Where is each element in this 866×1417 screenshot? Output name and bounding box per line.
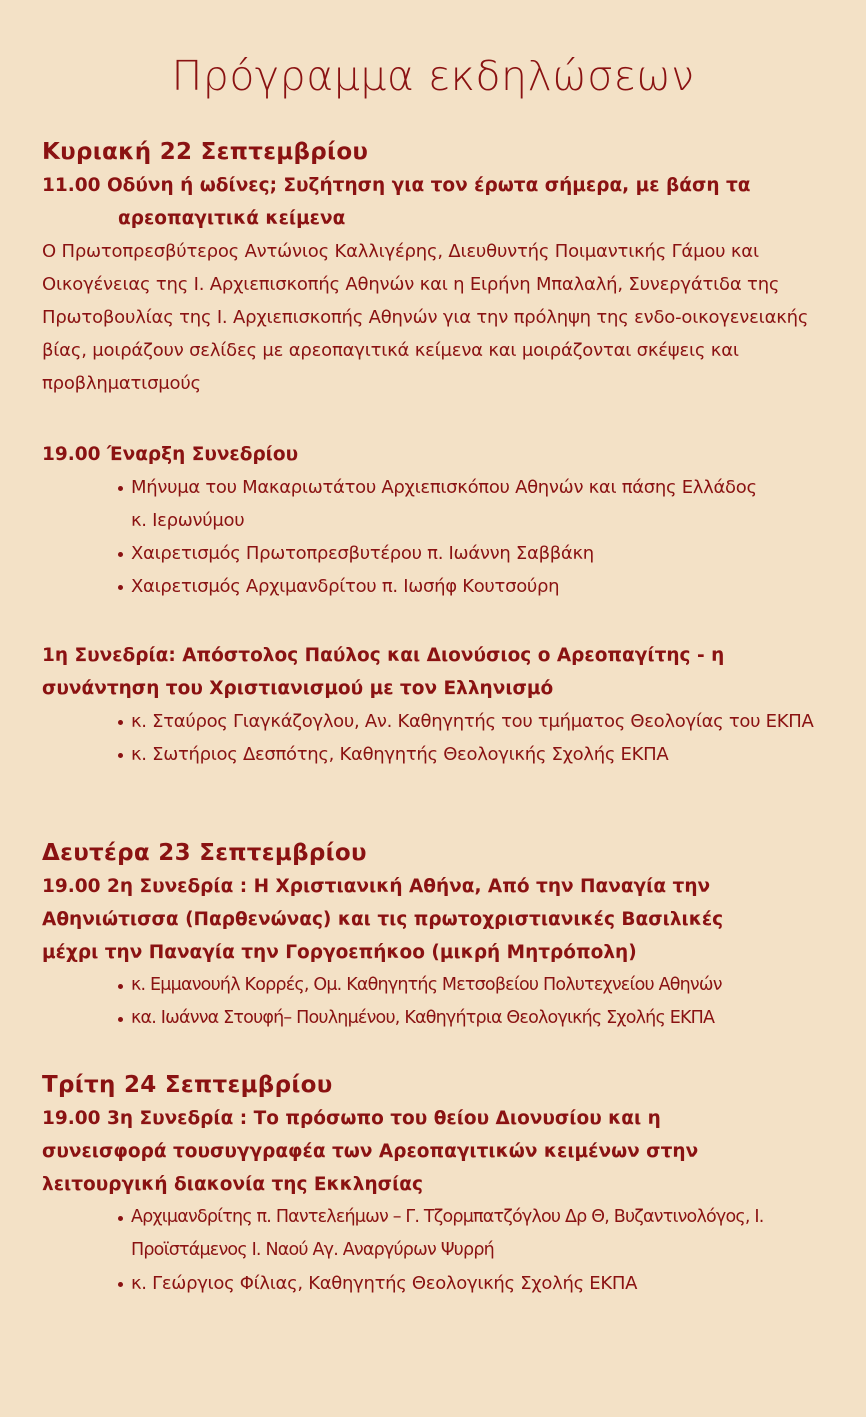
list-item: Χαιρετισμός Πρωτοπρεσβυτέρου π. Ιωάννη Σαββάκη [118,537,768,570]
event-title: 19.00 Έναρξη Συνεδρίου [42,444,299,465]
page-title: Πρόγραμμα εκδηλώσεων [171,52,695,100]
list-item: κ. Σωτήριος Δεσπότης, Καθηγητής Θεολογικής Σχολής ΕΚΠΑ [118,738,838,771]
speaker-list [42,471,768,603]
list-item: Αρχιμανδρίτης π. Παντελεήμων – Γ. Τζορμπατζόγλου Δρ Θ, Βυζαντινολόγος, Ι. Προϊστάμενος Ι. Ναού Αγ. Αναργύρων Ψυρρή [118,1201,818,1267]
day-heading: Δευτέρα 23 Σεπτεμβρίου [42,840,367,866]
day-heading: Κυριακή 22 Σεπτεμβρίου [42,139,369,165]
day-heading: Τρίτη 24 Σεπτεμβρίου [42,1072,333,1098]
event-description: Ο Πρωτοπρεσβύτερος Αντώνιος Καλλιγέρης, Διευθυντής Ποιμαντικής Γάμου και Οικογένειας της Ι. Αρχιεπισκοπής Αθηνών και η Ειρήνη Μπαλαλή, Συνεργάτιδα της Πρωτοβουλίας της Ι. Αρχιεπισκοπής Αθηνών για την πρόληψη της ενδο-οικογενειακής βίας, μοιράζουν σελίδες με αρεοπαγιτικά κείμενα και μοιράζονται σκέψεις και προβληματισμούς [42,241,809,394]
day-tuesday [42,1070,846,1300]
speaker-list [42,1201,818,1300]
event-session-1 [42,639,846,771]
list-item: κ. Εμμανουήλ Κορρές, Ομ. Καθηγητής Μετσοβείου Πολυτεχνείου Αθηνών [118,969,866,1002]
list-item: κ. Σταύρος Γιαγκάζογλου, Αν. Καθηγητής του τμήματος Θεολογίας του ΕΚΠΑ [118,705,838,738]
event-title: 19.00 2η Συνεδρία : Η Χριστιανική Αθήνα, Από την Παναγία την Αθηνιώτισσα (Παρθενώνας) και τις πρωτοχριστιανικές Βασιλικές μέχρι την Παναγία την Γοργοεπήκοο (μικρή Μητρόπολη) [42,876,724,963]
event-title [42,169,846,235]
event-title-line2: αρεοπαγιτικά κείμενα [118,208,346,229]
day-monday [42,838,846,1035]
list-item: κα. Ιωάννα Στουφή– Πουλημένου, Καθηγήτρια Θεολογικής Σχολής ΕΚΠΑ [118,1002,866,1035]
speaker-list [42,705,838,771]
event-title: 1η Συνεδρία: Απόστολος Παύλος και Διονύσιος ο Αρεοπαγίτης - η συνάντηση του Χριστιανισμού με τον Ελληνισμό [42,645,725,699]
event-title-line1: 11.00 Οδύνη ή ωδίνες; Συζήτηση για τον έρωτα σήμερα, με βάση τα [42,175,751,196]
event-opening [42,438,846,603]
event-title: 19.00 3η Συνεδρία : Το πρόσωπο του θείου Διονυσίου και η συνεισφορά τουσυγγραφέα των Αρεοπαγιτικών κειμένων στην λειτουργική διακονία της Εκκλησίας [42,1108,699,1195]
list-item: κ. Γεώργιος Φίλιας, Καθηγητής Θεολογικής Σχολής ΕΚΠΑ [118,1267,818,1300]
list-item: Χαιρετισμός Αρχιμανδρίτου π. Ιωσήφ Κουτσούρη [118,570,768,603]
list-item: Μήνυμα του Μακαριωτάτου Αρχιεπισκόπου Αθηνών και πάσης Ελλάδος κ. Ιερωνύμου [118,471,768,537]
speaker-list [42,969,866,1035]
day-sunday [42,137,846,400]
